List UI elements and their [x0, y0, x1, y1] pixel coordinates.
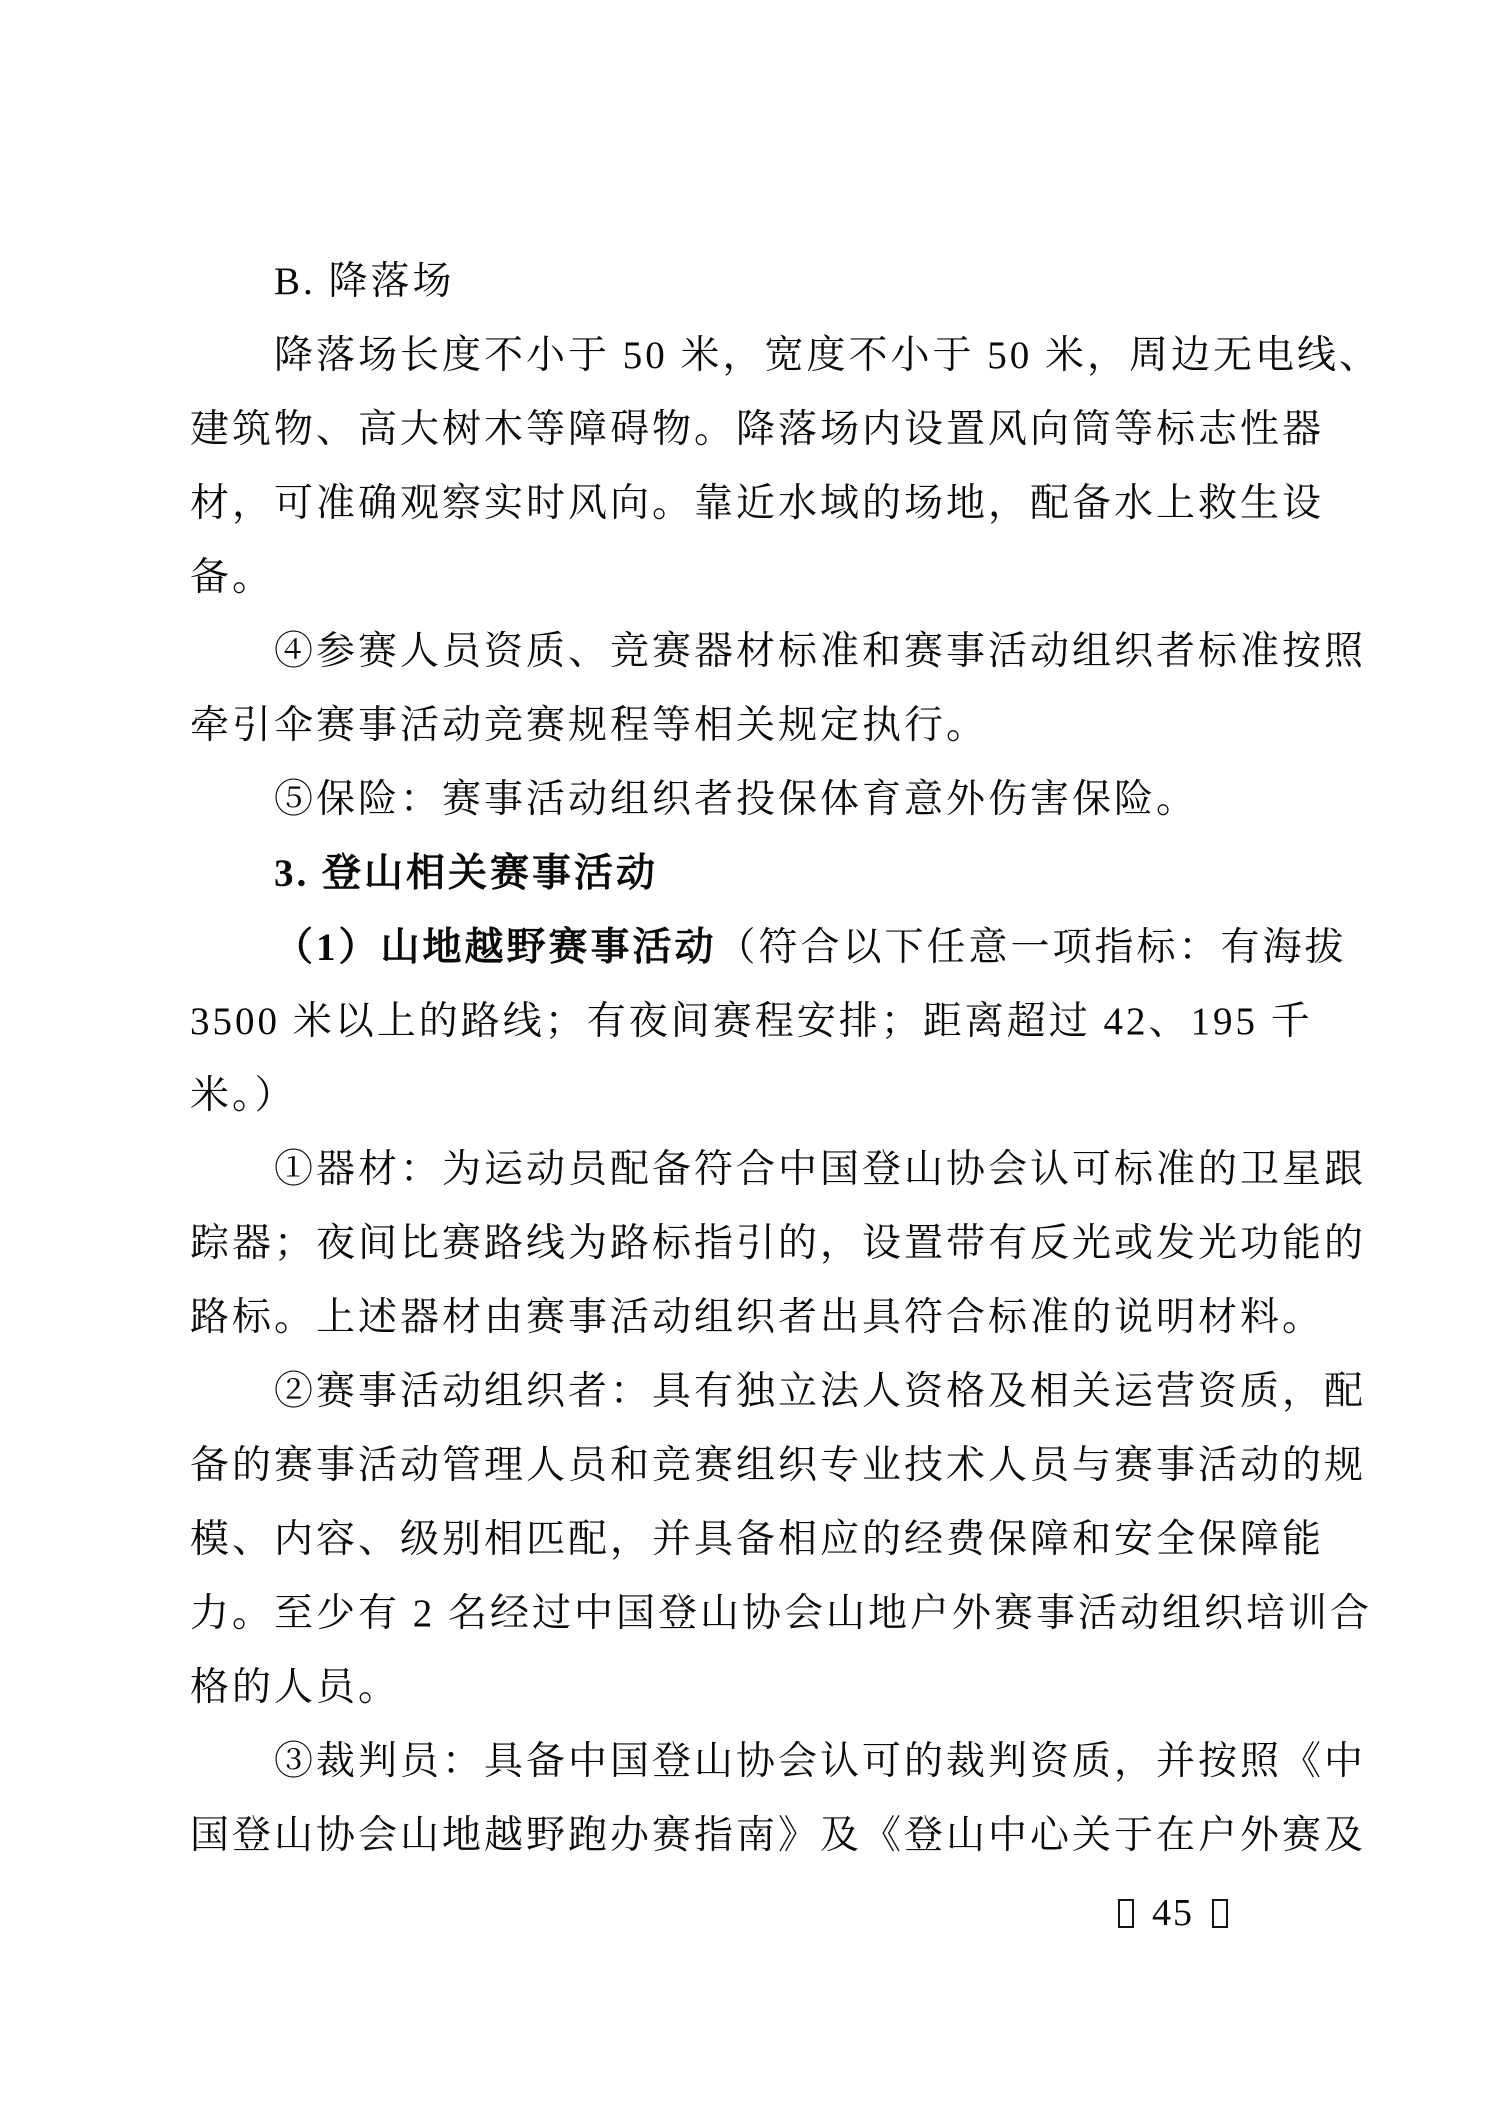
missing-glyph-box	[1212, 1899, 1228, 1928]
text-segment: 备的赛事活动管理人员和竞赛组织专业技术人员与赛事活动的规	[190, 1444, 1367, 1487]
text-segment: 牵引伞赛事活动竞赛规程等相关规定执行。	[190, 704, 989, 747]
text-segment: 备。	[190, 556, 275, 599]
text-segment: ③裁判员：具备中国登山协会认可的裁判资质，并按照《中	[274, 1740, 1367, 1783]
text-line	[190, 1651, 1350, 1725]
text-line	[190, 1281, 1350, 1355]
text-line	[190, 1799, 1367, 1873]
text-segment: （符合以下任意一项指标：有海拔	[716, 926, 1347, 969]
text-segment: 降落场长度不小于 50 米，宽度不小于 50 米，周边无电线、	[274, 334, 1382, 377]
page-number: 45	[1152, 1892, 1194, 1934]
document-text-block	[190, 245, 1382, 1873]
text-line	[190, 393, 1350, 467]
text-segment: 米。）	[190, 1074, 297, 1117]
text-segment: ⑤保险：赛事活动组织者投保体育意外伤害保险。	[274, 778, 1199, 821]
text-segment: ④参赛人员资质、竞赛器材标准和赛事活动组织者标准按照	[274, 630, 1367, 673]
text-line	[190, 1059, 1350, 1133]
text-line	[190, 1133, 1367, 1207]
bold-text-segment: （1）山地越野赛事活动	[274, 926, 717, 969]
text-line	[190, 245, 1350, 319]
text-segment: 国登山协会山地越野跑办赛指南》及《登山中心关于在户外赛及	[190, 1814, 1367, 1857]
text-segment: ②赛事活动组织者：具有独立法人资格及相关运营资质，配	[274, 1370, 1367, 1413]
text-segment: 力。至少有 2 名经过中国登山协会山地户外赛事活动组织培训合	[190, 1592, 1373, 1635]
text-line	[190, 541, 1350, 615]
text-line	[190, 319, 1382, 393]
text-segment: 材，可准确观察实时风向。靠近水域的场地，配备水上救生设	[190, 482, 1325, 525]
text-line	[190, 615, 1367, 689]
text-segment: 模、内容、级别相匹配，并具备相应的经费保障和安全保障能	[190, 1518, 1325, 1561]
text-line	[190, 911, 1350, 985]
text-segment: 格的人员。	[190, 1666, 401, 1709]
text-segment: ①器材：为运动员配备符合中国登山协会认可标准的卫星跟	[274, 1148, 1367, 1191]
text-segment: 路标。上述器材由赛事活动组织者出具符合标准的说明材料。	[190, 1296, 1325, 1339]
bold-text-segment: 3. 登山相关赛事活动	[274, 852, 659, 895]
text-line	[190, 837, 1350, 911]
text-line	[190, 1725, 1367, 1799]
text-segment: B. 降落场	[274, 260, 455, 303]
page-footer	[1118, 1893, 1228, 1933]
text-line	[190, 1429, 1367, 1503]
text-line	[190, 1207, 1367, 1281]
text-line	[190, 763, 1350, 837]
text-line	[190, 1503, 1350, 1577]
text-line	[190, 1355, 1367, 1429]
text-line	[190, 467, 1350, 541]
text-segment: 建筑物、高大树木等障碍物。降落场内设置风向筒等标志性器	[190, 408, 1325, 451]
text-line	[190, 985, 1350, 1059]
text-segment: 3500 米以上的路线；有夜间赛程安排；距离超过 42、195 千	[190, 1000, 1313, 1043]
text-line	[190, 689, 1350, 763]
text-line	[190, 1577, 1373, 1651]
missing-glyph-box	[1118, 1899, 1134, 1928]
text-segment: 踪器；夜间比赛路线为路标指引的，设置带有反光或发光功能的	[190, 1222, 1367, 1265]
